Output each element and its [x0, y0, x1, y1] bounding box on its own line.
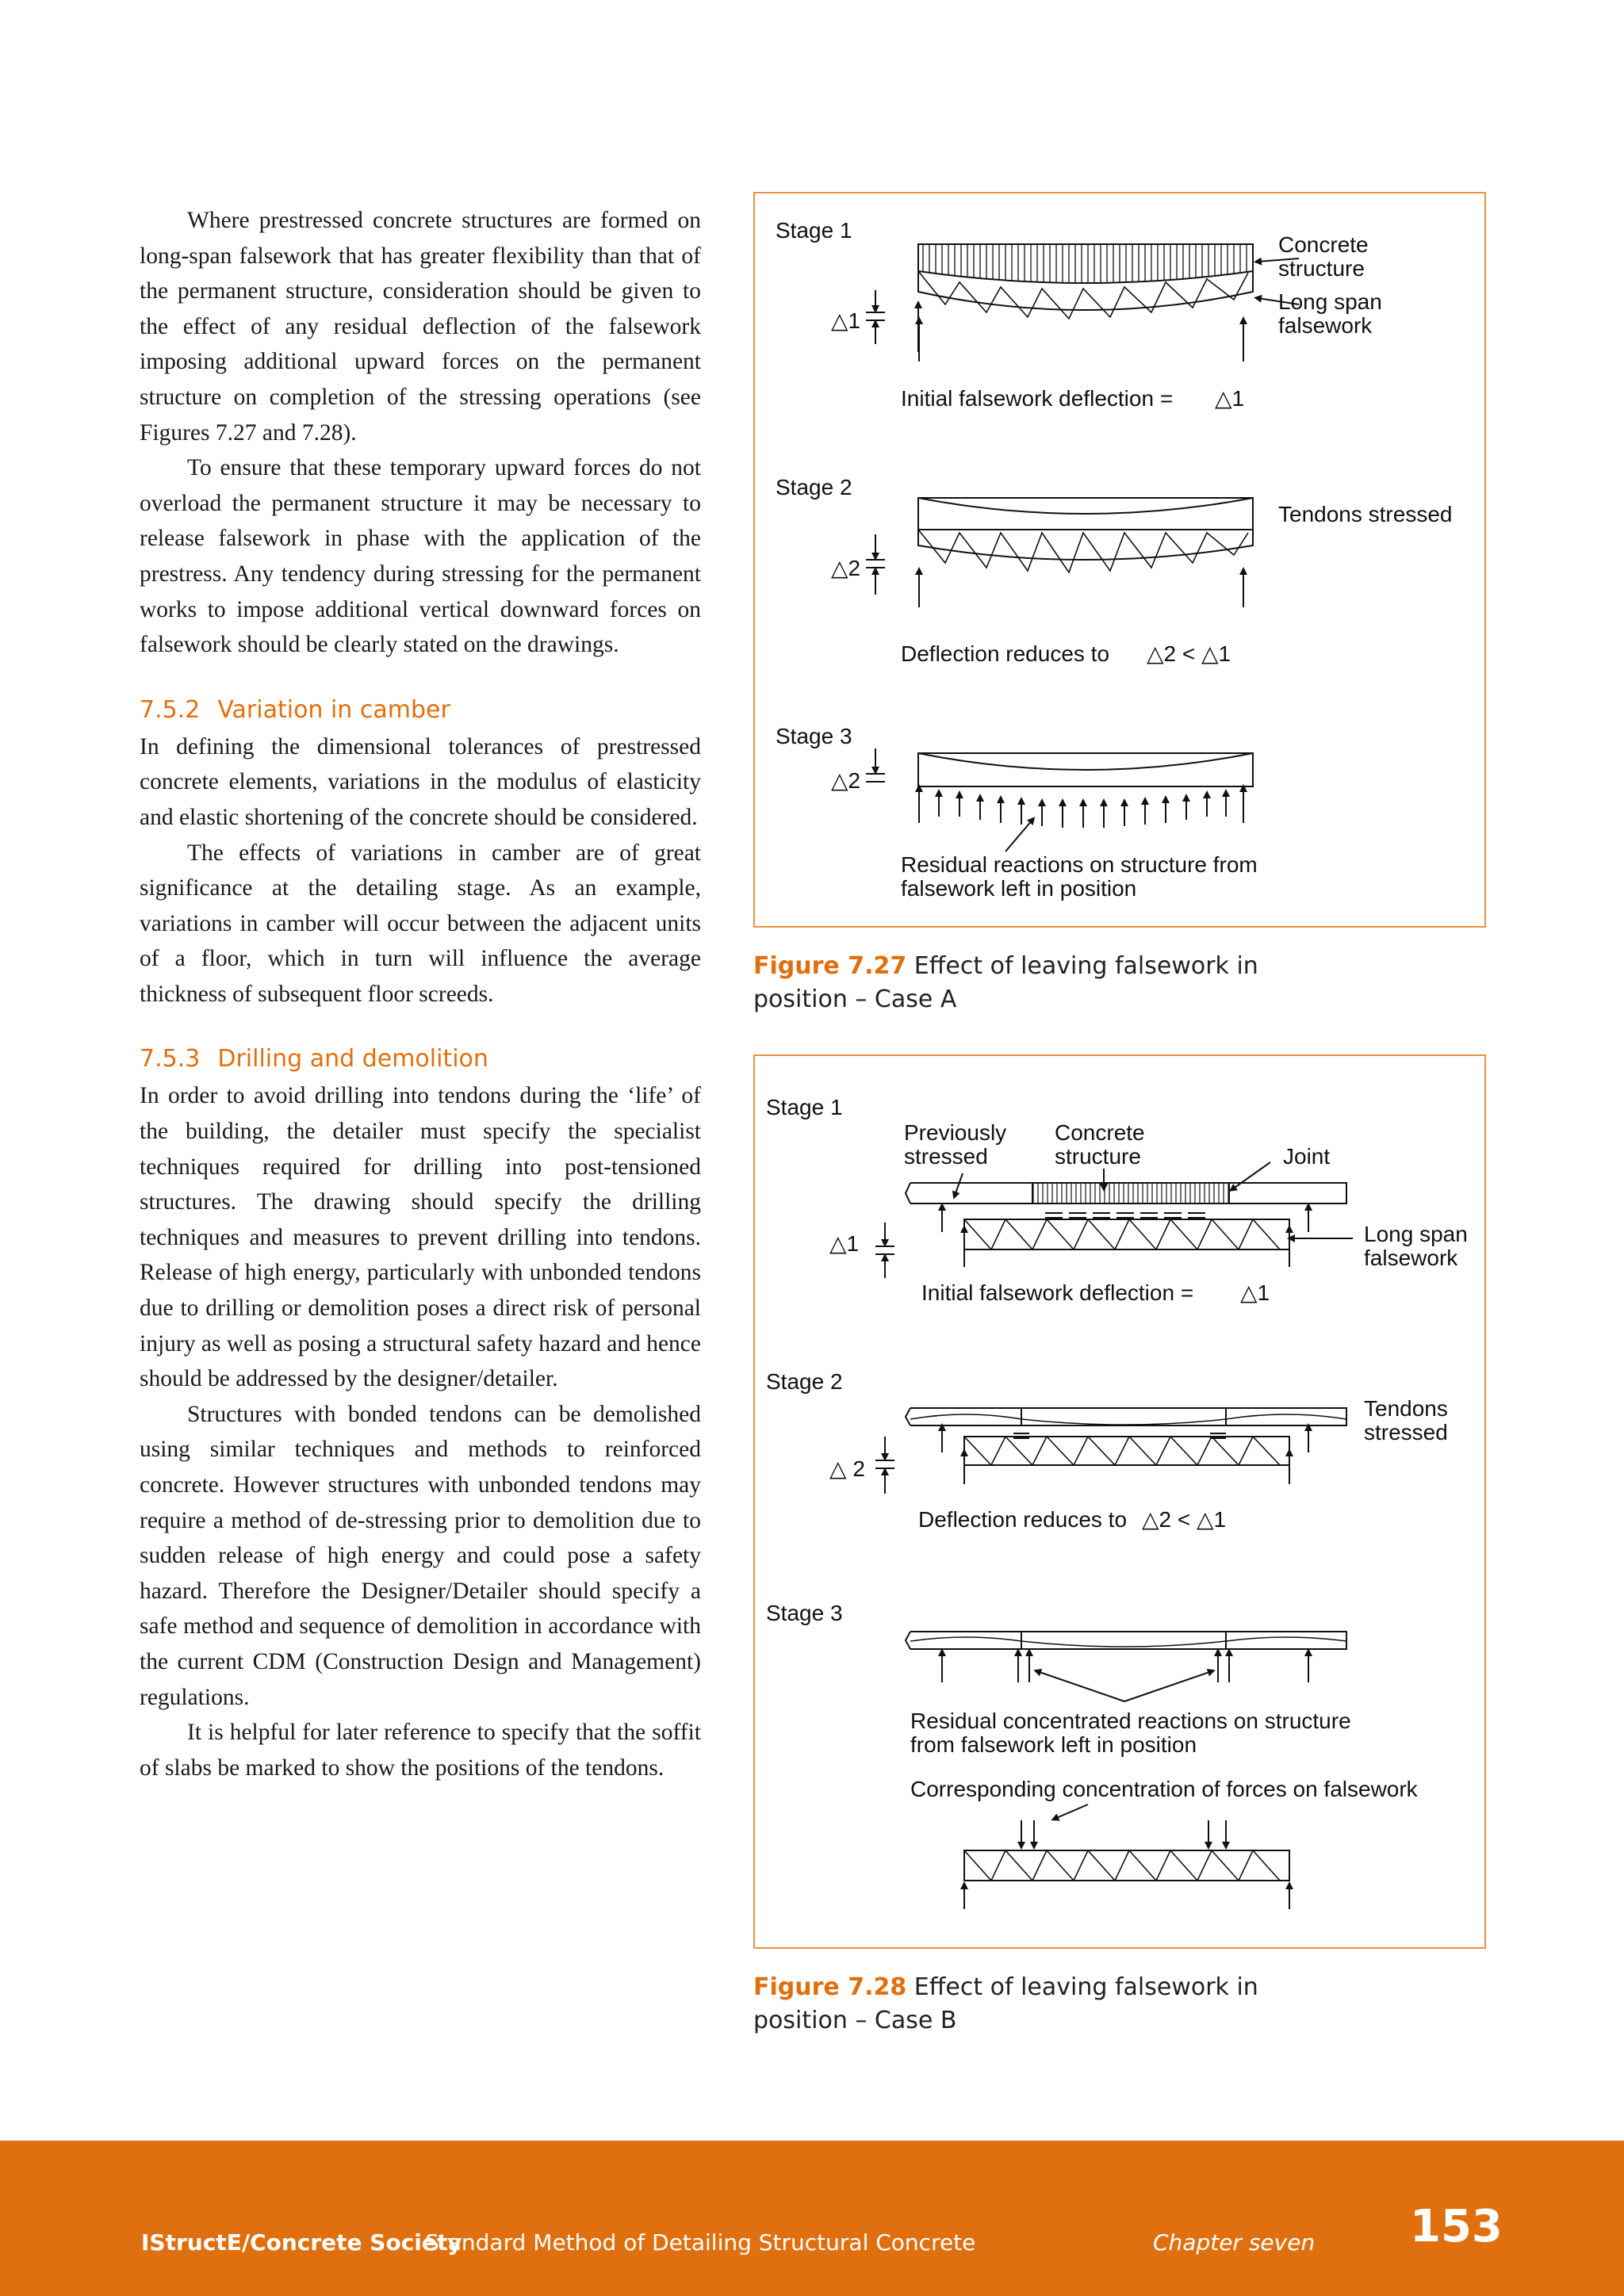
residual-reactions-label: from falsework left in position	[910, 1732, 1197, 1757]
long-span-falsework-label: Long span	[1364, 1222, 1468, 1246]
paragraph: It is helpful for later reference to specify that the soffit of slabs be marked to show the positions of the tendons.	[140, 1720, 701, 1781]
deflection-reduces-value: △2 < △1	[1147, 641, 1231, 666]
residual-reactions-label: Residual reactions on structure from	[901, 852, 1258, 877]
figure-7-27-diagram	[755, 193, 1484, 926]
left-text-column	[140, 203, 701, 1785]
concrete-structure-label: structure	[1278, 256, 1365, 281]
figure-number: Figure 7.28	[753, 1973, 907, 2001]
section-heading-7-5-2	[140, 695, 701, 726]
stage-1-label: Stage 1	[766, 1095, 843, 1119]
long-span-falsework-label: falsework	[1364, 1246, 1458, 1270]
corresponding-forces-label: Corresponding concentration of forces on falsework	[910, 1777, 1418, 1801]
previously-stressed-label: Previously	[904, 1120, 1007, 1145]
section-heading-7-5-3	[140, 1043, 701, 1075]
page-footer	[0, 2141, 1624, 2296]
footer-title: Standard Method of Detailing Structural Concrete	[425, 2229, 976, 2256]
figure-7-28-diagram	[755, 1056, 1484, 1947]
paragraph: The effects of variations in camber are of great significance at the detailing stage. As an example, variations in camber will occur between the adjacent units of a floor, which in turn will influence the average thickness of subsequent floor screeds.	[140, 840, 701, 1007]
concrete-structure-label: Concrete	[1055, 1120, 1145, 1145]
caption-text: Effect of leaving falsework in position – Case A	[753, 952, 1258, 1013]
section-title: Variation in camber	[217, 695, 450, 724]
paragraph: In order to avoid drilling into tendons during the ‘life’ of the building, the detailer must specify the specialist techniques required for drilling into post-tensioned structures. The drawing should specify the drilling techniques and measures to prevent drilling into tendons. Release of high energy, particularly with unbonded tendons due to drilling or demolition poses a direct risk of personal injury as well as posing a structural safety hazard and hence should be addressed by the designer/detailer.	[140, 1083, 701, 1392]
long-span-falsework-label: Long span	[1278, 289, 1382, 314]
concrete-structure-label: structure	[1055, 1144, 1141, 1169]
deflection-reduces-value: △2 < △1	[1142, 1507, 1227, 1532]
delta-2-label: △2	[831, 556, 861, 580]
figure-7-28-caption	[753, 1971, 1261, 2038]
initial-deflection-label: Initial falsework deflection =	[921, 1280, 1194, 1305]
figure-7-28	[753, 1054, 1486, 1949]
stage-1-label: Stage 1	[776, 218, 852, 243]
residual-reactions-label: falsework left in position	[901, 876, 1137, 901]
delta-1-label: △1	[829, 1231, 860, 1256]
figure-7-27	[753, 192, 1486, 928]
section-title: Drilling and demolition	[217, 1045, 488, 1073]
footer-organisation: IStructE/Concrete Society	[141, 2229, 462, 2256]
paragraph: Where prestressed concrete structures are formed on long-span falsework that has greater flexibility than that of the permanent structure, consideration should be given to the effect of any residual deflection of the falsework imposing additional upward forces on the permanent structure on completion of the stressing operations (see Figures 7.27 and 7.28).	[140, 208, 701, 446]
deflection-reduces-label: Deflection reduces to	[918, 1507, 1128, 1532]
deflection-reduces-label: Deflection reduces to	[901, 641, 1110, 666]
long-span-falsework-label: falsework	[1278, 313, 1373, 338]
section-number: 7.5.2	[140, 695, 201, 724]
stage-2-label: Stage 2	[766, 1369, 843, 1394]
delta-2-label: △2	[831, 768, 861, 793]
initial-deflection-value: △1	[1240, 1280, 1270, 1305]
stage-3-label: Stage 3	[776, 724, 852, 748]
footer-chapter: Chapter seven	[1153, 2229, 1316, 2256]
tendons-stressed-label: Tendons	[1364, 1396, 1448, 1421]
paragraph: Structures with bonded tendons can be demolished using similar techniques and methods to reinforced concrete. However structures with unbonded tendons may require a method of de-stressing prior to demolition due to sudden release of high energy and could pose a safety hazard. Therefore the Designer/Detailer should specify a safe method and sequence of demolition in accordance with the current CDM (Construction Design and Management) regulations.	[140, 1401, 701, 1710]
residual-reactions-label: Residual concentrated reactions on structure	[910, 1709, 1351, 1733]
stage-3-label: Stage 3	[766, 1601, 843, 1625]
page-number: 153	[1410, 2201, 1503, 2252]
delta-2-label: △ 2	[829, 1456, 865, 1481]
initial-deflection-value: △1	[1215, 386, 1245, 411]
concrete-structure-label: Concrete	[1278, 232, 1369, 257]
tendons-stressed-label: stressed	[1364, 1420, 1448, 1445]
figure-7-27-caption	[753, 950, 1261, 1016]
caption-text: Effect of leaving falsework in position – Case B	[753, 1973, 1258, 2034]
paragraph: To ensure that these temporary upward forces do not overload the permanent structure it may be necessary to release falsework in phase with the application of the prestress. Any tendency during stressing for the permanent works to impose additional vertical downward forces on falsework should be clearly stated on the drawings.	[140, 455, 701, 658]
joint-label: Joint	[1283, 1144, 1331, 1169]
section-number: 7.5.3	[140, 1045, 201, 1073]
figure-number: Figure 7.27	[753, 952, 907, 980]
tendons-stressed-label: Tendons stressed	[1278, 502, 1453, 526]
previously-stressed-label: stressed	[904, 1144, 988, 1169]
paragraph: In defining the dimensional tolerances of prestressed concrete elements, variations in the modulus of elasticity and elastic shortening of the concrete should be considered.	[140, 733, 701, 830]
stage-2-label: Stage 2	[776, 475, 852, 499]
initial-deflection-label: Initial falsework deflection =	[901, 386, 1174, 411]
delta-1-label: △1	[831, 308, 861, 333]
